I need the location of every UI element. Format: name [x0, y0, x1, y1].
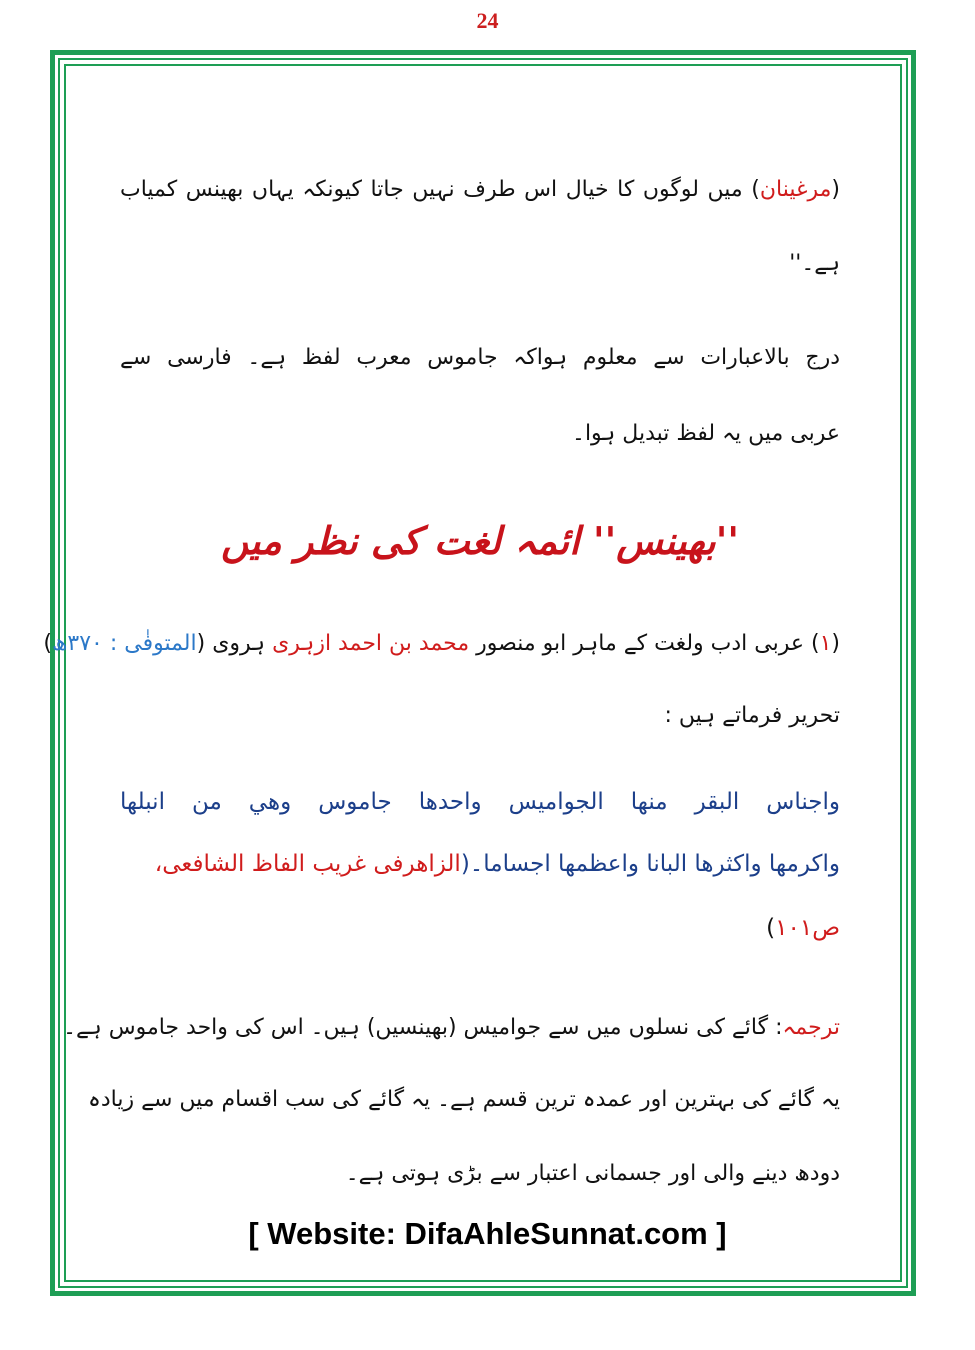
arabic-quote-line1: واجناس البقر منها الجواميس واحدها جاموس وهي من انبلها	[120, 789, 840, 815]
item-number: ۱	[819, 631, 832, 656]
source-reference: الزاهرفی غریب الفاظ الشافعی،	[154, 851, 461, 877]
para3-line1: (۱) عربی ادب ولغت کے ماہر ابو منصور محمد بن احمد ازہری ہروی (المتوفٰی : ۳۷۰ھ)	[43, 631, 840, 656]
author-name: محمد بن احمد ازہری	[272, 631, 470, 656]
para2-line1: درج بالاعبارات سے معلوم ہواکہ جاموس معرب لفظ ہے۔ فارسی سے	[120, 345, 840, 370]
arabic-quote-line3: ص۱۰۱)	[766, 915, 840, 941]
para3-line2: تحریر فرماتے ہیں :	[664, 703, 840, 728]
translation-line1: ترجمہ: گائے کی نسلوں میں سے جوامیس (بھینسیں) ہیں۔ اس کی واحد جاموس ہے۔	[63, 1015, 840, 1040]
page-reference: ص۱۰۱	[775, 915, 840, 941]
translation-line3: دودھ دینے والی اور جسمانی اعتبار سے بڑی ہوتی ہے۔	[345, 1161, 840, 1186]
para1-line2: ہے۔''	[789, 251, 840, 276]
arabic-quote-line2: واكرمها واكثرها البانا واعظمها اجساما۔(الزاهرفی غریب الفاظ الشافعی،	[154, 851, 840, 877]
place-name: مرغینان	[759, 177, 832, 202]
death-year: المتوفٰی : ۳۷۰ھ	[52, 631, 197, 656]
website-footer: [ Website: DifaAhleSunnat.com ]	[248, 1216, 727, 1251]
para1-line1: (مرغینان) میں لوگوں کا خیال اس طرف نہیں جاتا کیونکہ یہاں بھینس کمیاب	[120, 177, 840, 202]
section-heading: ''بھینس'' ائمہ لغت کی نظر میں	[221, 518, 739, 563]
translation-label: ترجمہ	[782, 1015, 840, 1040]
translation-line2: یہ گائے کی بہترین اور عمدہ ترین قسم ہے۔ یہ گائے کی سب اقسام میں سے زیادہ	[87, 1087, 840, 1112]
para2-line2: عربی میں یہ لفظ تبدیل ہوا۔	[572, 421, 840, 446]
page-number: 24	[476, 8, 499, 33]
